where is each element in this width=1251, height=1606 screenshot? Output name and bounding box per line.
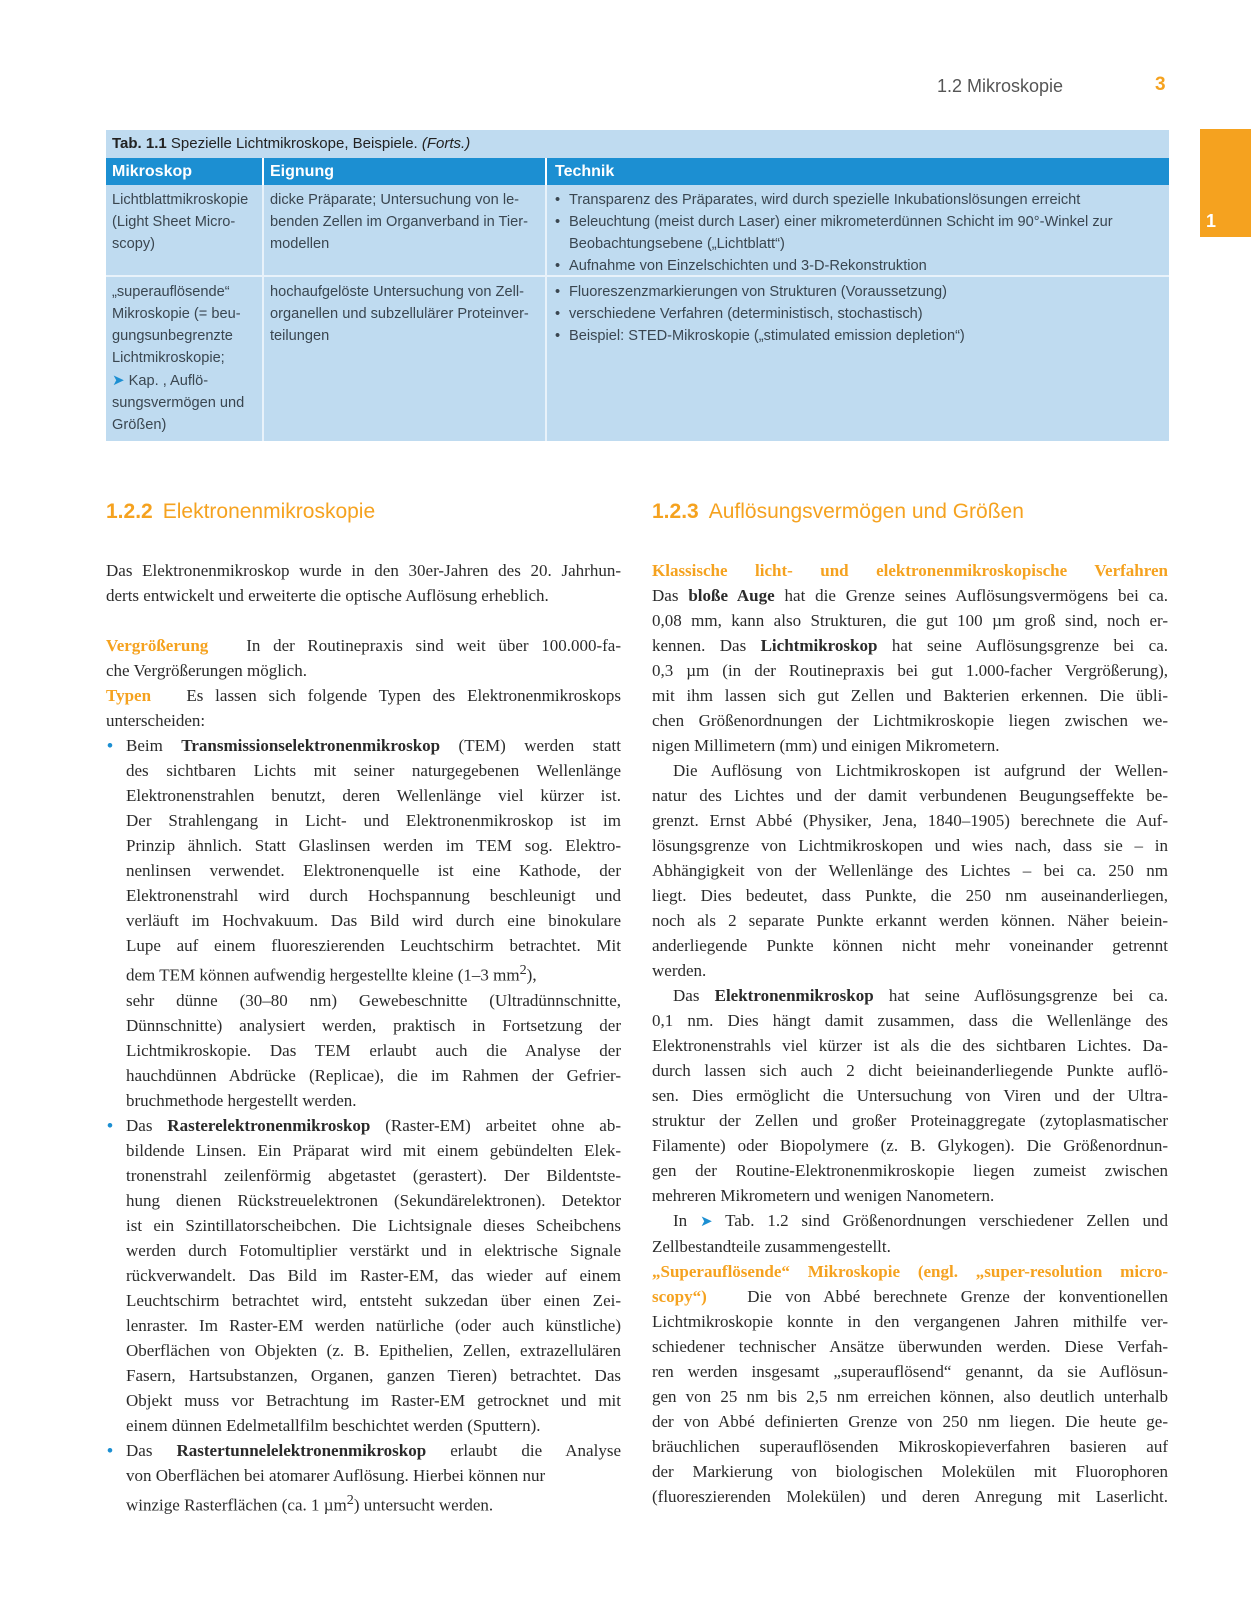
text-line: werden durch Fotomultiplier verstärkt und in elektrische Signale <box>126 1240 621 1260</box>
bullet-icon: • <box>555 306 561 322</box>
text-run: hat seine Auflösungsgrenze bei ca. <box>888 986 1168 1005</box>
section-title: Auflösungsvermögen und Größen <box>708 500 1024 523</box>
text-line: 0,1 nm. Dies hängt damit zusammen, dass die Wellenlänge des <box>652 1011 1168 1030</box>
technik-text: Transparenz des Präparates, wird durch spezielle Inkubationslösungen erreicht <box>569 192 1081 208</box>
text-run: ) untersucht werden. <box>353 1495 494 1515</box>
table-cell-mikroskop <box>106 277 264 441</box>
text-line: einem dünnen Edelmetallfilm beschichtet werden (Sputtern). <box>126 1415 541 1435</box>
text-run: (TEM) werden statt <box>458 736 621 755</box>
technik-bullet-item <box>555 255 1163 277</box>
term-lichtmikroskop: Lichtmikroskop <box>760 636 878 655</box>
bullet-icon: • <box>555 328 561 344</box>
page-number: 3 <box>1155 74 1166 95</box>
cell-line: sungsvermögen und <box>112 395 245 411</box>
text-line: Dünnschnitte) analysiert werden, praktisch in Fortsetzung der <box>126 1015 621 1035</box>
text-run: Das <box>673 986 700 1005</box>
text-line: Filamente) oder Biopolymere (z. B. Glykogen). Die Größenordnun- <box>652 1136 1168 1155</box>
superscript: 2 <box>346 1491 354 1508</box>
table-cell-technik <box>547 277 1169 441</box>
term-blosse-auge: bloße Auge <box>688 586 775 605</box>
keyword-klassische-verfahren: Klassische licht- und elektronenmikroskopische Verfahren <box>652 561 1168 580</box>
cell-line: Größen) <box>112 417 167 433</box>
text-line: 0,08 mm, kann also Strukturen, die gut 100 µm groß sind, noch er- <box>652 611 1168 630</box>
text-line: Oberflächen von Objekten (z. B. Epithelien, Zellen, extrazellulären <box>126 1340 621 1360</box>
text-run: hat die Grenze seines Auflösungsvermögens bei ca. <box>784 586 1168 605</box>
text-line: Elektronenstrahl wird durch Hochspannung beschleunigt und <box>126 886 621 905</box>
text-line: rückverwandelt. Das Bild im Raster-EM, das wieder auf einem <box>126 1265 621 1285</box>
text-line: noch als 2 separate Punkte erkannt werden können. Näher beiein- <box>652 911 1168 930</box>
cell-line: Mikroskopie (= beu- <box>112 306 241 322</box>
cell-line: benden Zellen im Organverband in Tier- <box>270 214 528 230</box>
cell-line: modellen <box>270 236 330 252</box>
chapter-reference[interactable] <box>112 369 262 392</box>
text-run: ), <box>526 965 537 985</box>
vergroesserung-paragraph <box>106 633 621 658</box>
text-line: hung dienen Rückstreuelektronen (Sekundärelektronen). Detektor <box>126 1190 621 1210</box>
cell-line: „superauflösende“ <box>112 284 230 300</box>
technik-bullet-item <box>555 281 1163 303</box>
running-head: 1.2 Mikroskopie <box>937 76 1064 96</box>
table-header-mikroskop: Mikroskop <box>106 158 264 185</box>
table-header-row <box>106 158 1169 185</box>
cell-line: (Light Sheet Micro- <box>112 214 236 230</box>
text-run: Es lassen sich folgende Typen des Elektronenmikroskops <box>186 686 621 705</box>
text-line: gen von 25 nm bis 2,5 nm erreichen können, also deutlich unterhalb <box>652 1387 1168 1406</box>
text-run: Beim <box>126 736 163 755</box>
chapter-tab <box>1200 129 1251 237</box>
bullet-icon: • <box>555 258 561 274</box>
bullet-icon: • <box>555 214 561 230</box>
text-line: nigen Millimetern (mm) und einigen Mikrometern. <box>652 736 1000 755</box>
term-elektronenmikroskop: Elektronenmikroskop <box>714 986 874 1005</box>
table-1-1 <box>106 130 1169 441</box>
technik-bullet-item <box>555 303 1163 325</box>
reference-text: Kap. , Auflö- <box>128 373 209 389</box>
text-line: Objekt muss vor Betrachtung im Raster-EM getrocknet und mit <box>126 1390 621 1410</box>
text-line <box>126 1113 621 1138</box>
text-run: hat seine Auflösungsgrenze bei ca. <box>891 636 1168 655</box>
text-line <box>126 1438 621 1463</box>
text-line: Abhängigkeit von der Wellenlänge des Lichtes – bei ca. 250 nm <box>652 861 1168 880</box>
table-caption-label: Tab. 1.1 <box>112 135 167 152</box>
text-line: des sichtbaren Lichts mit seiner naturgegebenen Wellenlänge <box>126 761 621 780</box>
cell-line: teilungen <box>270 328 330 344</box>
text-line: bräuchlichen superauflösenden Mikroskopieverfahren basieren auf <box>652 1437 1168 1456</box>
text-line: ren werden insgesamt „superauflösend“ genannt, da sie Auflösun- <box>652 1362 1168 1381</box>
chapter-tab-number: 1 <box>1206 211 1217 231</box>
bullet-icon: • <box>107 1115 113 1135</box>
text-line: Das Elektronenmikroskop wurde in den 30er-Jahren des 20. Jahrhun- <box>106 561 621 580</box>
text-line: mit ihm lassen sich gut Zellen und Bakterien erkennen. Die übli- <box>652 686 1168 705</box>
text-line <box>652 1208 1168 1234</box>
text-run: Das <box>126 1440 153 1460</box>
text-line: nenlinsen verwendet. Elektronenquelle ist eine Kathode, der <box>126 861 621 880</box>
text-line <box>126 1488 621 1518</box>
reference-arrow-icon[interactable]: ➤ <box>699 1212 713 1230</box>
text-line: lösungsgrenze von Lichtmikroskopen und wies nach, dass sie – in <box>652 836 1168 855</box>
text-run: Tab. 1.2 sind Größenordnungen verschiedener Zellen und <box>725 1211 1168 1230</box>
section-number: 1.2.2 <box>106 500 153 523</box>
text-line: natur des Lichtes und der damit verbundenen Beugungseffekte be- <box>652 786 1168 805</box>
cell-line: hochaufgelöste Untersuchung von Zell- <box>270 284 524 300</box>
text-line: Zellbestandteile zusammengestellt. <box>652 1237 891 1256</box>
bullet-icon: • <box>107 1440 113 1460</box>
list-item-raster-em <box>106 1113 621 1438</box>
text-run: In <box>673 1211 688 1230</box>
text-line <box>652 583 1168 608</box>
bullet-icon: • <box>555 192 561 208</box>
text-line: der Markierung von biologischen Molekülen mit Fluorophoren <box>652 1462 1168 1481</box>
section-title: Elektronenmikroskopie <box>162 500 376 523</box>
text-run: Die von Abbé berechnete Grenze der konventionellen <box>747 1287 1168 1306</box>
cell-line: dicke Präparate; Untersuchung von le- <box>270 192 520 208</box>
text-line <box>652 1284 1168 1309</box>
table-caption-title: Spezielle Lichtmikroskope, Beispiele. <box>170 135 418 152</box>
keyword-vergroesserung: Vergrößerung <box>106 636 209 655</box>
text-line: Elektronenstrahls viel kürzer ist als die des sichtbaren Lichtes. Da- <box>652 1036 1168 1055</box>
text-run: Das <box>652 586 679 605</box>
text-line: Fasern, Hartsubstanzen, Organen, ganzen Tieren) betrachtet. Das <box>126 1365 621 1385</box>
text-line: lenraster. Im Raster-EM werden natürliche (oder auch künstliche) <box>126 1315 621 1335</box>
table-header-technik: Technik <box>555 163 615 180</box>
bullet-icon: • <box>107 736 113 755</box>
table-header-eignung: Eignung <box>264 158 547 185</box>
text-line: Elektronenstrahlen benutzt, deren Wellenlänge viel kürzer ist. <box>126 786 621 805</box>
table-caption <box>106 130 1169 158</box>
technik-continuation: Beobachtungsebene („Lichtblatt“) <box>569 236 785 252</box>
text-run: In der Routinepraxis sind weit über 100.000-fa- <box>246 636 621 655</box>
table-cell-eignung <box>264 277 547 441</box>
text-line: sen. Dies ermöglicht die Untersuchung von Viren und der Ultra- <box>652 1086 1168 1105</box>
section-heading-1-2-2 <box>106 500 375 524</box>
text-line: Prinzip ähnlich. Statt Glaslinsen werden im TEM sog. Elektro- <box>126 836 621 855</box>
text-line: Die Auflösung von Lichtmikroskopen ist aufgrund der Wellen- <box>673 761 1168 780</box>
technik-bullet-item <box>555 211 1163 233</box>
text-line: unterscheiden: <box>106 711 206 730</box>
text-line: anderliegende Punkte können nicht mehr voneinander getrennt <box>652 936 1168 955</box>
keyword-typen: Typen <box>106 686 152 705</box>
text-line: durch lassen sich auch 2 dicht beieinanderliegende Punkte auflö- <box>652 1061 1168 1080</box>
text-line: struktur der Zellen und großer Proteinaggregate (zytoplasmatischer <box>652 1111 1168 1130</box>
cell-line: gungsunbegrenzte <box>112 328 233 344</box>
term-rem: Rasterelektronenmikroskop <box>167 1115 371 1135</box>
typen-paragraph <box>106 683 621 708</box>
text-line: chen Größenordnungen der Lichtmikroskopie liegen zwischen we- <box>652 711 1168 730</box>
technik-text: verschiedene Verfahren (deterministisch, stochastisch) <box>569 306 923 322</box>
text-run: kennen. Das <box>652 636 747 655</box>
text-line: gen der Routine-Elektronenmikroskopie liegen zumeist zwischen <box>652 1161 1168 1180</box>
text-line: hauchdünnen Abdrücke (Replicae), die im Rahmen der Gefrier- <box>126 1065 621 1085</box>
table-cell-mikroskop <box>106 185 264 275</box>
text-line: ist ein Szintillatorscheibchen. Die Lichtsignale dieses Scheibchens <box>126 1215 621 1235</box>
keyword-superaufloesende: „Superauflösende“ Mikroskopie (engl. „super-resolution micro- <box>652 1262 1168 1281</box>
text-line: verläuft im Hochvakuum. Das Bild wird durch eine binokulare <box>126 911 621 930</box>
section-heading-1-2-3 <box>652 500 1024 524</box>
text-line: schiedener technischer Ansätze überwunden werden. Diese Verfah- <box>652 1337 1168 1356</box>
bullet-icon: • <box>555 284 561 300</box>
technik-text: Beleuchtung (meist durch Laser) einer mikrometerdünnen Schicht im 90°-Winkel zur <box>569 214 1113 230</box>
technik-text: Fluoreszenzmarkierungen von Strukturen (Voraussetzung) <box>569 284 948 300</box>
left-column <box>106 558 621 1517</box>
text-line: Der Strahlengang in Licht- und Elektronenmikroskop ist im <box>126 811 621 830</box>
text-line <box>652 983 1168 1008</box>
term-tem: Transmissionselektronenmikroskop <box>181 736 441 755</box>
keyword-superaufloesende-end: scopy“) <box>652 1287 707 1306</box>
technik-bullet-item <box>555 189 1163 211</box>
text-line: (fluoreszierenden Molekülen) und deren Anregung mit Laserlicht. <box>652 1487 1168 1506</box>
text-line: 0,3 µm (in der Routinepraxis bei gut 1.000-facher Vergrößerung), <box>652 661 1168 680</box>
table-cell-eignung <box>264 185 547 275</box>
technik-text: Beispiel: STED-Mikroskopie („stimulated emission depletion“) <box>569 328 965 344</box>
text-line: liegt. Dies bedeutet, dass Punkte, die 250 nm auseinanderliegen, <box>652 886 1168 905</box>
table-cell-technik <box>547 185 1169 275</box>
section-number: 1.2.3 <box>652 500 699 523</box>
table-row <box>106 277 1169 441</box>
text-run: erlaubt die Analyse <box>450 1440 621 1460</box>
text-run: dem TEM können aufwendig hergestellte kleine (1–3 mm <box>126 965 520 985</box>
text-line: werden. <box>652 961 707 980</box>
reference-arrow-icon: ➤ <box>112 371 125 389</box>
text-line: Leuchtschirm betrachtet wird, entsteht sukzedan über einen Zei- <box>126 1290 621 1310</box>
technik-bullet-item <box>555 325 1163 347</box>
table-row <box>106 185 1169 277</box>
table-caption-note: (Forts.) <box>421 135 471 152</box>
text-line: Lichtmikroskopie. Das TEM erlaubt auch die Analyse der <box>126 1040 621 1060</box>
text-line: che Vergrößerungen möglich. <box>106 661 307 680</box>
superscript: 2 <box>519 962 527 978</box>
list-item-tem <box>106 733 621 1113</box>
text-line: mehreren Mikrometern und wenigen Nanometern. <box>652 1186 995 1205</box>
technik-text: Aufnahme von Einzelschichten und 3-D-Rekonstruktion <box>569 258 927 274</box>
list-item-rtm <box>106 1438 621 1518</box>
text-line: bruchmethode hergestellt werden. <box>126 1090 357 1110</box>
cell-line: organellen und subzellulärer Proteinver- <box>270 306 529 322</box>
text-line: tronenstrahl zeilenförmig abgetastet (gerastert). Der Bildentste- <box>126 1165 621 1185</box>
text-line: grenzt. Ernst Abbé (Physiker, Jena, 1840–1905) berechnete die Auf- <box>652 811 1168 830</box>
text-line <box>652 633 1168 658</box>
text-line: von Oberflächen bei atomarer Auflösung. Hierbei können nur <box>126 1465 546 1485</box>
text-line: bildende Linsen. Ein Präparat wird mit einem gebündelten Elek- <box>126 1140 621 1160</box>
text-run: (Raster-EM) arbeitet ohne ab- <box>385 1115 621 1135</box>
text-run: Das <box>126 1115 153 1135</box>
text-run: winzige Rasterflächen (ca. 1 µm <box>126 1495 347 1515</box>
text-line <box>126 733 621 758</box>
cell-line: Lichtblattmikroskopie <box>112 192 249 208</box>
cell-line: Lichtmikroskopie; <box>112 350 225 366</box>
text-line: derts entwickelt und erweiterte die optische Auflösung erheblich. <box>106 586 549 605</box>
cell-line: scopy) <box>112 236 155 252</box>
text-line <box>126 958 621 988</box>
right-column <box>652 558 1168 1509</box>
term-rtm: Rastertunnelelektronenmikroskop <box>176 1440 427 1460</box>
text-line: der von Abbé definierten Grenze von 250 nm liegen. Die heute ge- <box>652 1412 1168 1431</box>
text-line: Lupe auf einem fluoreszierenden Leuchtschirm betrachtet. Mit <box>126 936 621 955</box>
text-line: Lichtmikroskopie konnte in den vergangenen Jahren mithilfe ver- <box>652 1312 1168 1331</box>
text-line: sehr dünne (30–80 nm) Gewebeschnitte (Ultradünnschnitte, <box>126 990 621 1010</box>
